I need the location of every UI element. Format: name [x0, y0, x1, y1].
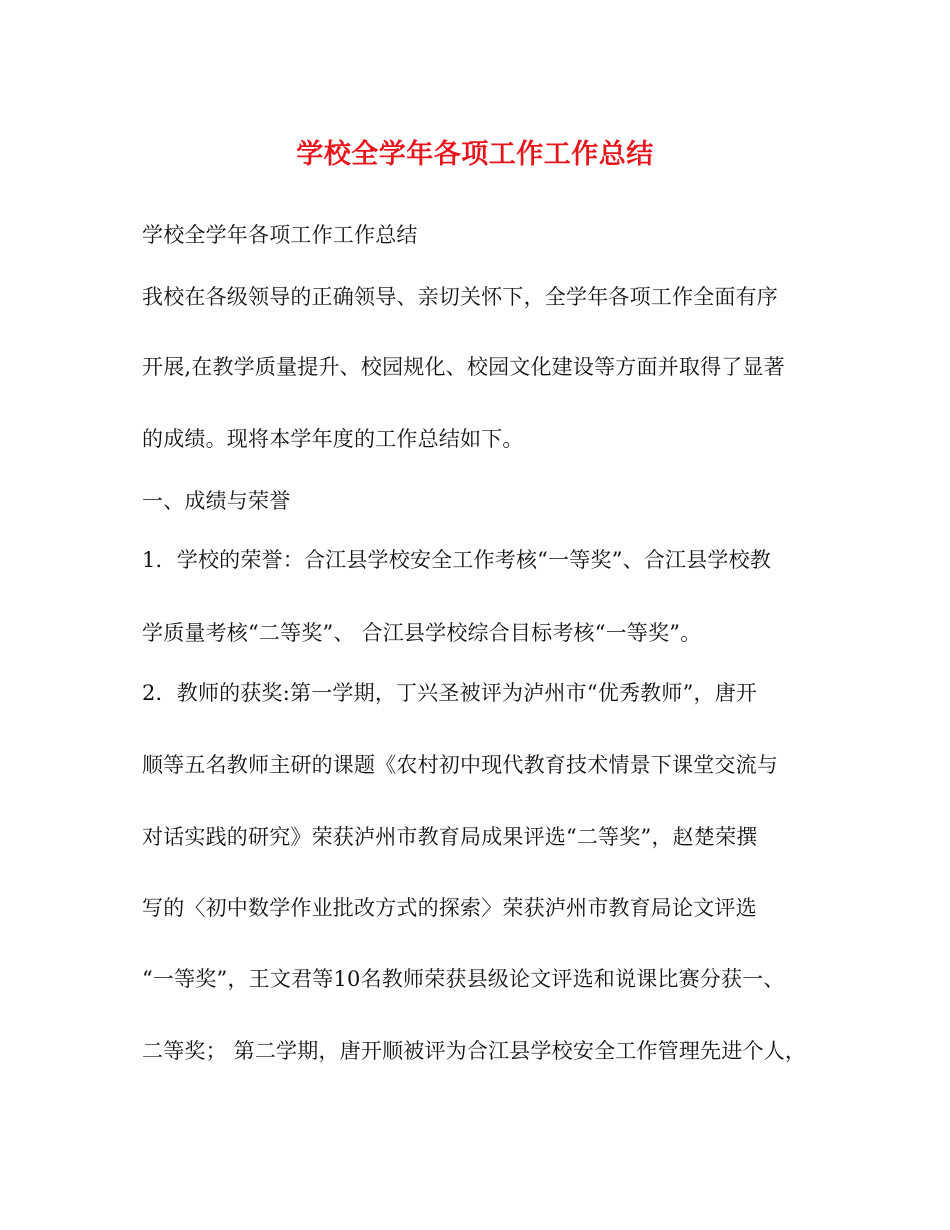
body-line: 1．学校的荣誉：合江县学校安全工作考核“一等奖”、合江县学校教 [142, 548, 772, 572]
document-title: 学校全学年各项工作工作总结 [296, 139, 654, 170]
body-line: 对话实践的研究》荣获泸州市教育局成果评选“二等奖”，赵楚荣撰 [142, 825, 758, 849]
body-line: 写的〈初中数学作业批改方式的探索〉荣获泸州市教育局论文评选 [142, 896, 757, 920]
body-line: 2．教师的获奖:第一学期，丁兴圣被评为泸州市“优秀教师”，唐开 [142, 681, 758, 705]
body-line: 学质量考核“二等奖”、 合江县学校综合目标考核“一等奖”。 [142, 621, 702, 645]
body-line: 二等奖； 第二学期，唐开顺被评为合江县学校安全工作管理先进个人， [142, 1039, 807, 1063]
body-line: 学校全学年各项工作工作总结 [142, 223, 418, 247]
body-line: “一等奖”，王文君等10名教师荣获县级论文评选和说课比赛分获一、 [142, 967, 785, 991]
section-heading: 一、成绩与荣誉 [142, 489, 291, 513]
body-line: 的成绩。现将本学年度的工作总结如下。 [142, 427, 524, 451]
body-line: 我校在各级领导的正确领导、亲切关怀下，全学年各项工作全面有序 [142, 285, 778, 309]
body-line: 开展,在教学质量提升、校园规化、校园文化建设等方面并取得了显著 [142, 355, 785, 379]
body-line: 顺等五名教师主研的课题《农村初中现代教育技术情景下课堂交流与 [142, 753, 778, 777]
